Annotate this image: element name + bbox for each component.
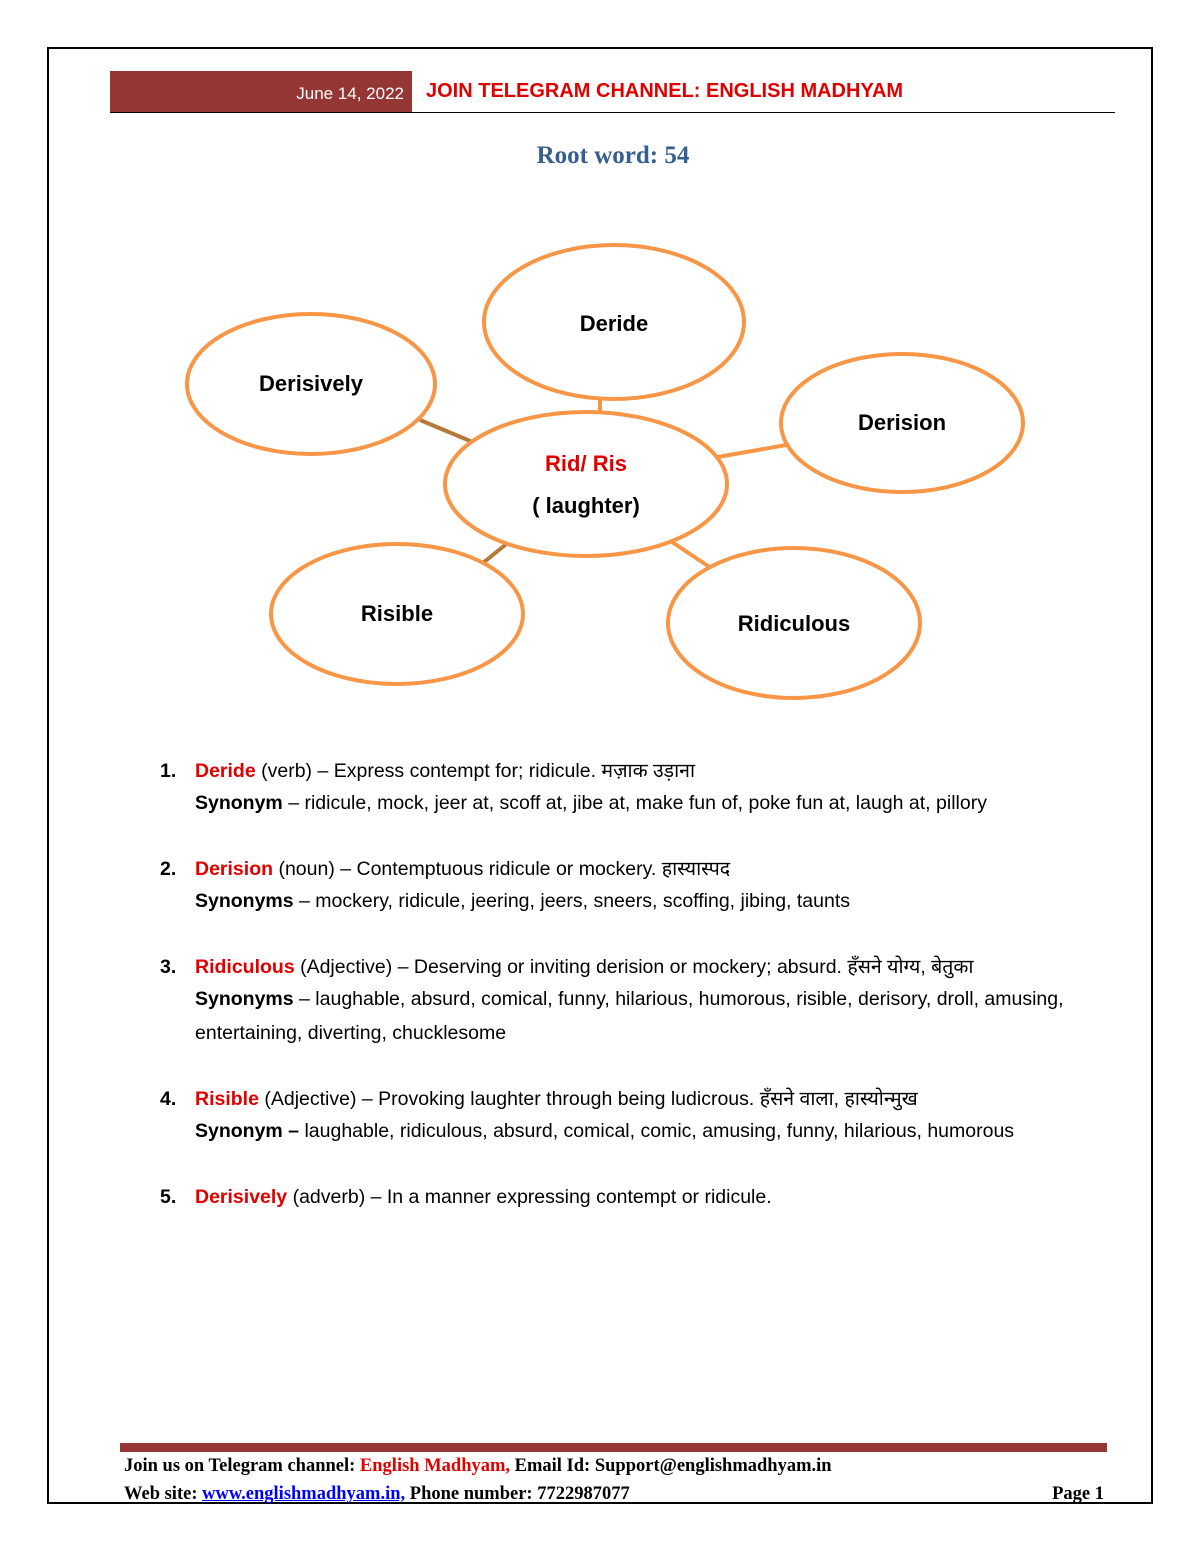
synonym-list: laughable, ridiculous, absurd, comical, comic, amusing, funny, hilarious, humorous: [299, 1120, 1015, 1142]
entry-definition: – In a manner expressing contempt or ridicule.: [365, 1186, 772, 1208]
center-ellipse: [445, 412, 727, 556]
entry-number: 1.: [160, 760, 177, 782]
footer-website-label: Web site:: [124, 1484, 203, 1504]
header-title: JOIN TELEGRAM CHANNEL: ENGLISH MADHYAM: [426, 80, 904, 102]
entry-synonyms: [160, 1114, 1120, 1148]
center-root-label: Rid/ Ris: [545, 451, 627, 476]
entry-pos: (Adjective): [294, 956, 393, 978]
word-entry-derision: [160, 854, 1120, 918]
synonym-list: – laughable, absurd, comical, funny, hilarious, humorous, risible, derisory, droll, amusing, entertaining, diverting, chucklesome: [195, 988, 1064, 1044]
synonym-label: Synonyms: [195, 890, 294, 912]
word-list: [160, 756, 1120, 1246]
synonym-list: – ridicule, mock, jeer at, scoff at, jibe at, make fun of, poke fun at, laugh at, pillory: [282, 792, 987, 814]
word-entry-derisively: [160, 1182, 1120, 1212]
page-number: Page 1: [1052, 1484, 1104, 1504]
entry-synonyms: [160, 982, 1120, 1050]
page-title: Root word: 54: [536, 142, 690, 169]
entry-synonyms: [160, 884, 1120, 918]
node-derisively-label: Derisively: [259, 371, 363, 396]
footer-line-1: [124, 1456, 1104, 1477]
entry-term: Risible: [195, 1088, 259, 1110]
entry-term: Derision: [195, 858, 274, 880]
entry-number: 3.: [160, 956, 177, 978]
root-word-diagram: [0, 0, 1200, 720]
footer-line-2: [124, 1484, 1104, 1505]
entry-term: Deride: [195, 760, 256, 782]
entry-definition: – Deserving or inviting derision or mockery; absurd. हँसने योग्य, बेतुका: [392, 956, 974, 978]
entry-term: Derisively: [195, 1186, 288, 1208]
entry-definition: – Express contempt for; ridicule. मज़ाक उड़ाना: [312, 760, 696, 782]
connector-derisively: [420, 420, 475, 443]
synonym-label: Synonym –: [195, 1120, 300, 1142]
entry-number: 4.: [160, 1088, 177, 1110]
node-deride-label: Deride: [579, 311, 649, 336]
footer-email: Email Id: Support@englishmadhyam.in: [510, 1456, 832, 1476]
synonym-label: Synonyms: [195, 988, 294, 1010]
entry-pos: (adverb): [287, 1186, 366, 1208]
entry-pos: (noun): [273, 858, 335, 880]
header-date: June 14, 2022: [296, 84, 404, 103]
connector-derision: [718, 445, 786, 457]
footer-channel-name: English Madhyam,: [359, 1456, 511, 1476]
entry-pos: (verb): [255, 760, 313, 782]
connector-ridiculous: [672, 542, 714, 570]
node-ridiculous-label: Ridiculous: [737, 611, 851, 636]
word-entry-deride: [160, 756, 1120, 820]
footer-telegram-label: Join us on Telegram channel:: [124, 1456, 360, 1476]
footer-rule: [120, 1443, 1107, 1452]
entry-synonyms: [160, 786, 1120, 820]
entry-pos: (Adjective): [258, 1088, 357, 1110]
synonym-list: – mockery, ridicule, jeering, jeers, sneers, scoffing, jibing, taunts: [293, 890, 850, 912]
footer-phone: Phone number: 7722987077: [405, 1484, 630, 1504]
entry-definition: – Contemptuous ridicule or mockery. हास्यास्पद: [334, 858, 731, 880]
node-risible-label: Risible: [360, 601, 434, 626]
node-derision-label: Derision: [857, 410, 947, 435]
entry-number: 5.: [160, 1186, 177, 1208]
entry-definition: – Provoking laughter through being ludicrous. हँसने वाला, हास्योन्मुख: [356, 1088, 918, 1110]
center-meaning-label: ( laughter): [532, 493, 640, 518]
synonym-label: Synonym: [195, 792, 283, 814]
entry-number: 2.: [160, 858, 177, 880]
entry-term: Ridiculous: [195, 956, 295, 978]
footer-website-link[interactable]: www.englishmadhyam.in,: [202, 1484, 406, 1504]
word-entry-ridiculous: [160, 952, 1120, 1050]
word-entry-risible: [160, 1084, 1120, 1148]
